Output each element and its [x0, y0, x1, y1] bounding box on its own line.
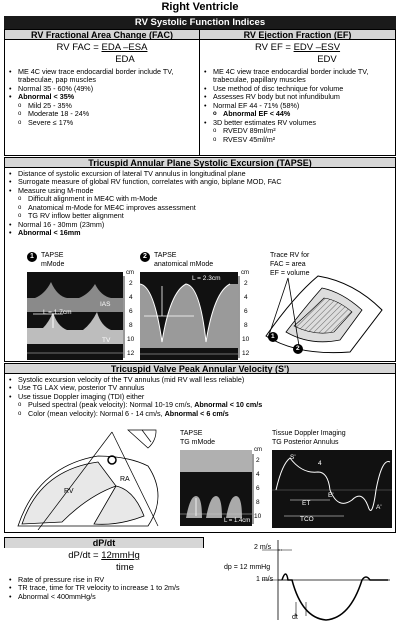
scale-tick: 2 — [244, 280, 248, 287]
figure-caption: EF = volume — [270, 270, 310, 277]
wave-marker: 4 — [318, 460, 322, 467]
list-item-emphasis: Abnormal < 6 cm/s — [164, 408, 229, 418]
ef-formula — [200, 42, 395, 53]
tg-lax-heart-figure — [8, 426, 168, 530]
scale-tick: 10 — [242, 336, 250, 343]
scale-tick: 8 — [256, 499, 260, 506]
list-item: o Moderate 18 - 24% — [8, 110, 193, 118]
ias-label: IAS — [100, 301, 111, 308]
scale-tick: 4 — [244, 294, 248, 301]
figure-caption: anatomical mMode — [154, 261, 214, 268]
tv-label: TV — [102, 337, 111, 344]
fac-list — [8, 68, 193, 127]
figure-caption: TG Posterior Annulus — [272, 439, 339, 446]
list-item-text: Pulsed spectral (peak velocity): Normal 10-19 cm/s, — [28, 400, 195, 410]
et-label: ET — [302, 500, 311, 507]
list-item: • Surrogate measure of global RV function, correlates with angio, biplane MOD, FAC — [8, 178, 393, 186]
fac-formula — [5, 42, 199, 53]
velocity-1-label: 1 m/s — [256, 576, 274, 583]
a-prime-label: A' — [376, 504, 382, 511]
list-item: • Rate of pressure rise in RV — [8, 576, 204, 584]
dpdt-graph — [222, 538, 392, 626]
list-item: • Normal 16 - 30mm (23mm) — [8, 221, 393, 229]
scale-tick: 2 — [129, 280, 133, 287]
list-item: • ME 4C view trace endocardial border include TV, trabeculae, papillary muscles — [203, 68, 393, 85]
list-item — [8, 410, 393, 418]
scale-tick: 8 — [129, 322, 133, 329]
dt-label: dt — [292, 614, 298, 621]
list-item: o RVESV 45ml/m² — [203, 136, 393, 144]
figure-number-badge: 1 — [27, 252, 37, 262]
fac-formula-numerator: EDA –ESA — [101, 42, 148, 53]
list-item: • Normal 35 - 60% (49%) — [8, 85, 193, 93]
scale-tick: 10 — [254, 513, 262, 520]
s-prime-wave-label: S' — [290, 454, 296, 461]
rv-label: RV — [64, 488, 74, 495]
list-item: • Use tissue Doppler imaging (TDI) either — [8, 393, 393, 401]
scale-unit: cm — [241, 270, 249, 276]
list-item: o Anatomical m-Mode for ME4C improves assessment — [8, 204, 393, 212]
scale-tick: 10 — [127, 336, 135, 343]
dpdt-title: dP/dt — [4, 537, 204, 548]
marker-number: 1 — [271, 333, 275, 340]
dpdt-formula-label: dP/dt = — [68, 550, 102, 561]
list-item: • ME 4C view trace endocardial border include TV, trabeculae, pap muscles — [8, 68, 193, 85]
scale-tick: 4 — [129, 294, 133, 301]
tg-mmode-figure — [180, 430, 266, 530]
scale-tick: 12 — [127, 350, 135, 357]
list-item: • Systolic excursion velocity of the TV annulus (mid RV wall less reliable) — [8, 376, 393, 384]
ef-title: RV Ejection Fraction (EF) — [200, 29, 395, 40]
fac-formula-denominator: EDA — [115, 54, 135, 65]
ra-label: RA — [120, 476, 130, 483]
rv-systolic-header: RV Systolic Function Indices — [4, 16, 396, 29]
scale-tick: 4 — [256, 471, 260, 478]
dpdt-graph-image — [222, 538, 392, 626]
measurement-label: L = 2.3cm — [192, 275, 221, 282]
dpdt-list — [8, 576, 204, 601]
list-item: • Assesses RV body but not infundibulum — [203, 93, 393, 101]
ef-formula-numerator: EDV –ESV — [293, 42, 341, 53]
s-prime-title: Tricuspid Valve Peak Annular Velocity (S') — [5, 363, 395, 374]
list-item: • 3D better estimates RV volumes — [203, 119, 393, 127]
s-prime-list — [8, 376, 393, 418]
figure-caption: Trace RV for — [270, 252, 310, 259]
list-item: o Mild 25 - 35% — [8, 102, 193, 110]
fac-formula-label: RV FAC = — [56, 42, 102, 53]
figure-caption: TAPSE — [154, 252, 177, 259]
scale-tick: 8 — [244, 322, 248, 329]
rv-trace-figure — [258, 252, 394, 360]
tapse-list — [8, 170, 393, 238]
dpdt-formula-numerator: 12mmHg — [101, 550, 140, 561]
tapse-mmode-figure — [27, 252, 137, 360]
tdi-image — [272, 450, 392, 528]
scale-unit: cm — [254, 447, 262, 453]
list-item: o Abnormal EF < 44% — [203, 110, 393, 118]
scale-tick: 12 — [242, 350, 250, 357]
figure-caption: TAPSE — [41, 252, 64, 259]
list-item: o Severe ≤ 17% — [8, 119, 193, 127]
scale-tick: 6 — [244, 308, 248, 315]
tapse-anatomical-mmode-figure — [140, 252, 252, 360]
measurement-label: L = 1.7cm — [43, 309, 72, 316]
list-item: • TR trace, time for TR velocity to increase 1 to 2m/s — [8, 584, 204, 592]
list-item: • Abnormal < 16mm — [8, 229, 393, 237]
list-item: • Measure using M-mode — [8, 187, 393, 195]
heart-diagram-image — [8, 426, 168, 530]
figure-caption: Tissue Doppler Imaging — [272, 430, 346, 437]
rv-trace-image — [258, 252, 394, 360]
figure-caption: TG mMode — [180, 439, 216, 446]
list-item: • Abnormal < 35% — [8, 93, 193, 101]
e-prime-label: E' — [328, 492, 334, 499]
marker-number: 2 — [296, 345, 300, 352]
list-item: o Difficult alignment in ME4C with m-Mode — [8, 195, 393, 203]
list-item: • Use method of disc technique for volume — [203, 85, 393, 93]
list-item: • Abnormal < 400mmHg/s — [8, 593, 204, 601]
scale-tick: 2 — [256, 457, 260, 464]
velocity-2-label: 2 m/s — [254, 544, 272, 551]
list-item: o RVEDV 89ml/m² — [203, 127, 393, 135]
list-item: • Normal EF 44 - 71% (58%) — [203, 102, 393, 110]
list-item-emphasis: Abnormal < 10 cm/s — [194, 400, 263, 410]
scale-unit: cm — [126, 270, 134, 276]
list-item: o TG RV inflow better alignment — [8, 212, 393, 220]
list-item-text: Color (mean velocity): Normal 6 - 14 cm/s, — [28, 408, 165, 418]
tco-label: TCO — [300, 516, 314, 523]
dpdt-formula — [4, 550, 204, 561]
tapse-anatomical-image — [140, 272, 252, 360]
page-title: Right Ventricle — [161, 1, 239, 13]
figure-caption: mMode — [41, 261, 65, 268]
dpdt-formula-denominator: time — [116, 562, 134, 573]
tapse-title: Tricuspid Annular Plane Systolic Excursion (TAPSE) — [5, 157, 395, 168]
ef-formula-label: RV EF = — [254, 42, 294, 53]
fac-title: RV Fractional Area Change (FAC) — [5, 29, 199, 40]
figure-caption: FAC = area — [270, 261, 306, 268]
figure-number-badge: 2 — [140, 252, 150, 262]
tdi-figure — [272, 430, 392, 530]
scale-tick: 6 — [129, 308, 133, 315]
ef-formula-denominator: EDV — [317, 54, 337, 65]
list-item: • Distance of systolic excursion of lateral TV annulus in longitudinal plane — [8, 170, 393, 178]
measurement-label: L = 1.4cm — [224, 518, 251, 524]
list-item: • Use TG LAX view, posterior TV annulus — [8, 384, 393, 392]
dp-label: dp = 12 mmHg — [224, 564, 271, 571]
ef-list — [203, 68, 393, 144]
scale-tick: 6 — [256, 485, 260, 492]
figure-caption: TAPSE — [180, 430, 203, 437]
